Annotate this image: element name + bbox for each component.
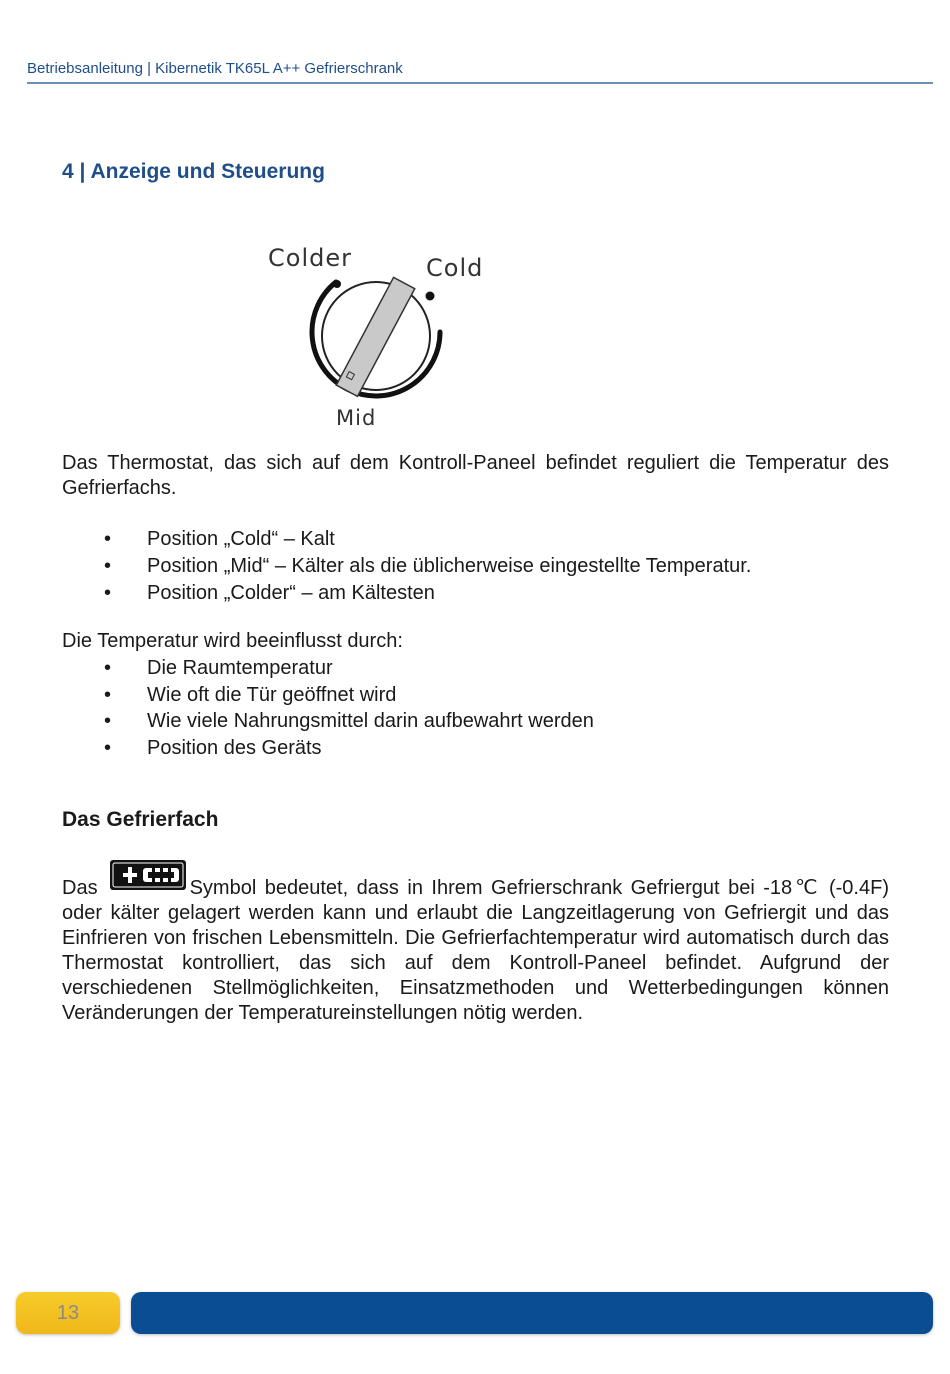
- list-item: • Position „Cold“ – Kalt: [62, 526, 751, 553]
- thermostat-intro: Das Thermostat, das sich auf dem Kontroll-Paneel befindet reguliert die Temperatur des Gefrierfachs.: [62, 452, 889, 499]
- list-item: • Position „Colder“ – am Kältesten: [62, 580, 751, 607]
- freezer-paragraph: [62, 876, 889, 1026]
- dial-label-cold: Cold: [426, 254, 484, 282]
- freezer-paragraph-lead: Das: [62, 877, 98, 899]
- dial-label-colder: Colder: [268, 244, 352, 272]
- page-number-badge: [16, 1292, 120, 1334]
- footer-bar: [131, 1292, 933, 1334]
- freezer-paragraph-body: Symbol bedeutet, dass in Ihrem Gefrierschrank Gefriergut bei -18℃ (-0.4F) oder kälter gelagert werden kann und erlaubt die Langzeitlagerung von Gefriergit und das Einfrieren von frischen Lebensmitteln. Die Gefrierfachtemperatur wird automatisch durch das Thermostat kontrolliert, das sich auf dem Kontroll-Paneel befindet. Aufgrund der verschiedenen Stellmöglichkeiten, Einsatzmethoden und Wetterbedingungen können Veränderungen der Temperatureinstellungen nötig werden.: [62, 877, 889, 1024]
- document-header: Betriebsanleitung | Kibernetik TK65L A++ Gefrierschrank: [27, 60, 403, 77]
- list-item: • Wie viele Nahrungsmittel darin aufbewahrt werden: [62, 708, 594, 735]
- section-title: 4 | Anzeige und Steuerung: [62, 160, 325, 183]
- dial-label-mid: Mid: [336, 406, 377, 430]
- page-number: 13: [56, 1301, 80, 1324]
- list-item: • Position des Geräts: [62, 735, 594, 762]
- freezer-heading: Das Gefrierfach: [62, 808, 219, 831]
- list-item: • Position „Mid“ – Kälter als die üblicherweise eingestellte Temperatur.: [62, 553, 751, 580]
- header-divider: [27, 82, 933, 84]
- influence-list: [62, 655, 594, 761]
- thermostat-dial-figure: [262, 240, 522, 440]
- influence-intro: Die Temperatur wird beeinflusst durch:: [62, 630, 403, 652]
- list-item: • Wie oft die Tür geöffnet wird: [62, 682, 594, 709]
- list-item: • Die Raumtemperatur: [62, 655, 594, 682]
- position-list: [62, 526, 751, 607]
